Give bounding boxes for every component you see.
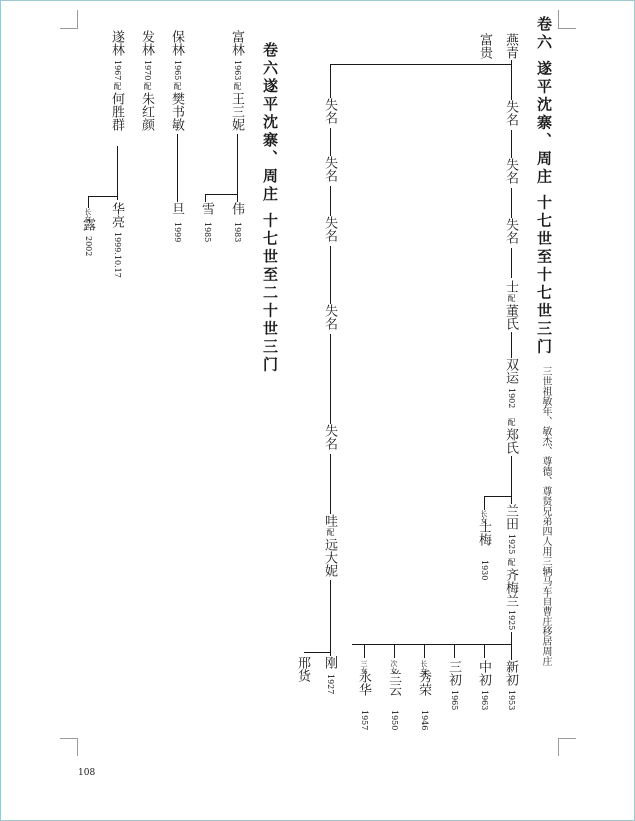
connector-line bbox=[364, 644, 365, 658]
wife-qimeilan: 齐梅兰 bbox=[503, 568, 518, 607]
person-lu: 露 bbox=[80, 218, 95, 231]
pei-mark: 配 bbox=[507, 558, 516, 566]
daughter-label: 长女 bbox=[480, 510, 488, 524]
birth-year: 1953 bbox=[507, 690, 516, 711]
birth-year: 1970 bbox=[143, 60, 152, 81]
subtitle: 三世祖敏年、敏杰、尊德、尊贤兄弟四人用三辆马车自曹庄移居周庄 bbox=[540, 366, 551, 666]
wife-wangsanni: 王三妮 bbox=[229, 92, 244, 131]
connector-line bbox=[330, 64, 512, 65]
wife-dong: 董氏 bbox=[503, 304, 518, 330]
person-fulin: 富林 bbox=[229, 30, 244, 56]
birth-year: 1927 bbox=[326, 674, 335, 695]
connector-line bbox=[88, 196, 118, 197]
daughter-label: 次女 bbox=[390, 660, 398, 674]
person-xue: 雪 bbox=[199, 202, 214, 215]
connector-line bbox=[237, 134, 238, 202]
connector-line bbox=[205, 194, 237, 195]
connector-line bbox=[88, 196, 89, 208]
birth-year: 1925 bbox=[507, 610, 516, 631]
connector-line bbox=[454, 644, 455, 658]
person-gang: 刚 bbox=[322, 656, 337, 669]
birth-year: 1967 bbox=[113, 60, 122, 81]
person-shiming: 失名 bbox=[322, 98, 337, 124]
daughter-label: 长女 bbox=[420, 660, 428, 674]
person-shiming: 失名 bbox=[503, 218, 518, 244]
birth-year: 1963 bbox=[233, 60, 242, 81]
wife-zheng: 郑氏 bbox=[503, 428, 518, 454]
crop-mark bbox=[60, 738, 78, 739]
person-xinghuo: 邢货 bbox=[295, 656, 310, 682]
connector-line bbox=[511, 332, 512, 358]
person-zhongchu: 中初 bbox=[476, 660, 491, 686]
connector-line bbox=[511, 632, 512, 660]
person-shiming: 失名 bbox=[322, 156, 337, 182]
connector-line bbox=[484, 496, 485, 510]
wife-zhuhongyan: 朱红颜 bbox=[139, 92, 154, 131]
birth-year: 1902 bbox=[507, 388, 516, 409]
birth-year: 1999 bbox=[173, 222, 182, 243]
birth-year: 1965 bbox=[450, 690, 459, 711]
connector-line bbox=[511, 248, 512, 278]
pei-mark: 配 bbox=[507, 294, 516, 302]
main-title: 卷六 遂平沈寨、周庄 十七世至十七世三门 bbox=[535, 16, 553, 357]
pei-mark: 配 bbox=[326, 528, 335, 536]
person-falin: 发林 bbox=[139, 30, 154, 56]
birth-year: 1925 bbox=[507, 534, 516, 555]
crop-mark bbox=[558, 10, 559, 28]
birth-year: 2002 bbox=[84, 236, 93, 257]
connector-line bbox=[330, 454, 331, 514]
birth-year: 1985 bbox=[203, 222, 212, 243]
person-lantian: 兰田 bbox=[503, 504, 518, 530]
connector-line bbox=[330, 128, 331, 156]
connector-line bbox=[330, 580, 331, 656]
connector-line bbox=[484, 644, 485, 658]
person-lanyun: 兰云 bbox=[386, 670, 401, 696]
connector-line bbox=[117, 146, 118, 200]
connector-line bbox=[177, 134, 178, 202]
person-xinchu: 新初 bbox=[503, 660, 518, 686]
person-shuangyun: 双运 bbox=[503, 358, 518, 384]
person-shiming: 失名 bbox=[322, 216, 337, 242]
pei-mark: 配 bbox=[143, 82, 152, 90]
birth-year: 1946 bbox=[420, 710, 429, 731]
birth-year: 1950 bbox=[390, 710, 399, 731]
person-sanchu: 三初 bbox=[446, 660, 461, 686]
connector-line bbox=[205, 194, 206, 202]
connector-line bbox=[511, 188, 512, 218]
pei-mark: 配 bbox=[113, 82, 122, 90]
person-shiming: 失名 bbox=[322, 424, 337, 450]
wife-yuandani: 远大妮 bbox=[322, 538, 337, 577]
person-xiurong: 秀荣 bbox=[416, 670, 431, 696]
connector-line bbox=[484, 496, 512, 497]
connector-line bbox=[394, 644, 395, 658]
crop-mark bbox=[77, 10, 78, 28]
person-tu: 士 bbox=[503, 280, 518, 293]
person-dan: 旦 bbox=[169, 202, 184, 215]
crop-mark bbox=[60, 28, 78, 29]
page-number: 108 bbox=[78, 768, 96, 778]
birth-year: 1963 bbox=[480, 690, 489, 711]
person-suilin: 遂林 bbox=[109, 30, 124, 56]
pei-mark: 配 bbox=[507, 418, 516, 426]
person-shiming: 失名 bbox=[503, 158, 518, 184]
person-wei: 伟 bbox=[229, 202, 244, 215]
crop-mark bbox=[77, 738, 78, 756]
birth-year: 1930 bbox=[480, 560, 489, 581]
birth-year: 1965 bbox=[173, 60, 182, 81]
connector-line bbox=[304, 652, 330, 653]
person-wa: 哇 bbox=[322, 514, 337, 527]
person-fugui: 富贵 bbox=[477, 33, 492, 59]
person-yonghua: 永华 bbox=[356, 670, 371, 696]
second-title: 卷六遂平沈寨、周庄 十七世至二十世三门 bbox=[261, 42, 279, 375]
pei-mark: 配 bbox=[233, 82, 242, 90]
pei-mark: 配 bbox=[173, 82, 182, 90]
connector-line bbox=[511, 60, 512, 100]
wife-heshengqun: 何胜群 bbox=[109, 92, 124, 131]
wife-fanshumin: 樊书敏 bbox=[169, 92, 184, 131]
person-baolin: 保林 bbox=[169, 30, 184, 56]
person-shimei: 士梅 bbox=[476, 520, 491, 546]
connector-line bbox=[330, 186, 331, 216]
birth-year: 1983 bbox=[233, 222, 242, 243]
connector-line bbox=[330, 246, 331, 304]
person-shiming: 失名 bbox=[322, 304, 337, 330]
person-hualiang: 华亮 bbox=[109, 202, 124, 228]
crop-mark bbox=[558, 738, 559, 756]
connector-line bbox=[511, 130, 512, 158]
daughter-label: 长女 bbox=[84, 208, 92, 222]
person-shiming: 失名 bbox=[503, 100, 518, 126]
birth-year: 1957 bbox=[360, 710, 369, 731]
daughter-label: 三女 bbox=[360, 660, 368, 674]
crop-mark bbox=[558, 28, 576, 29]
crop-mark bbox=[558, 738, 576, 739]
birth-year: 1999.10.17 bbox=[113, 232, 122, 278]
person-yanqing: 燕青 bbox=[503, 33, 518, 59]
connector-line bbox=[352, 644, 512, 645]
connector-line bbox=[330, 64, 331, 98]
connector-line bbox=[330, 334, 331, 424]
connector-line bbox=[424, 644, 425, 658]
